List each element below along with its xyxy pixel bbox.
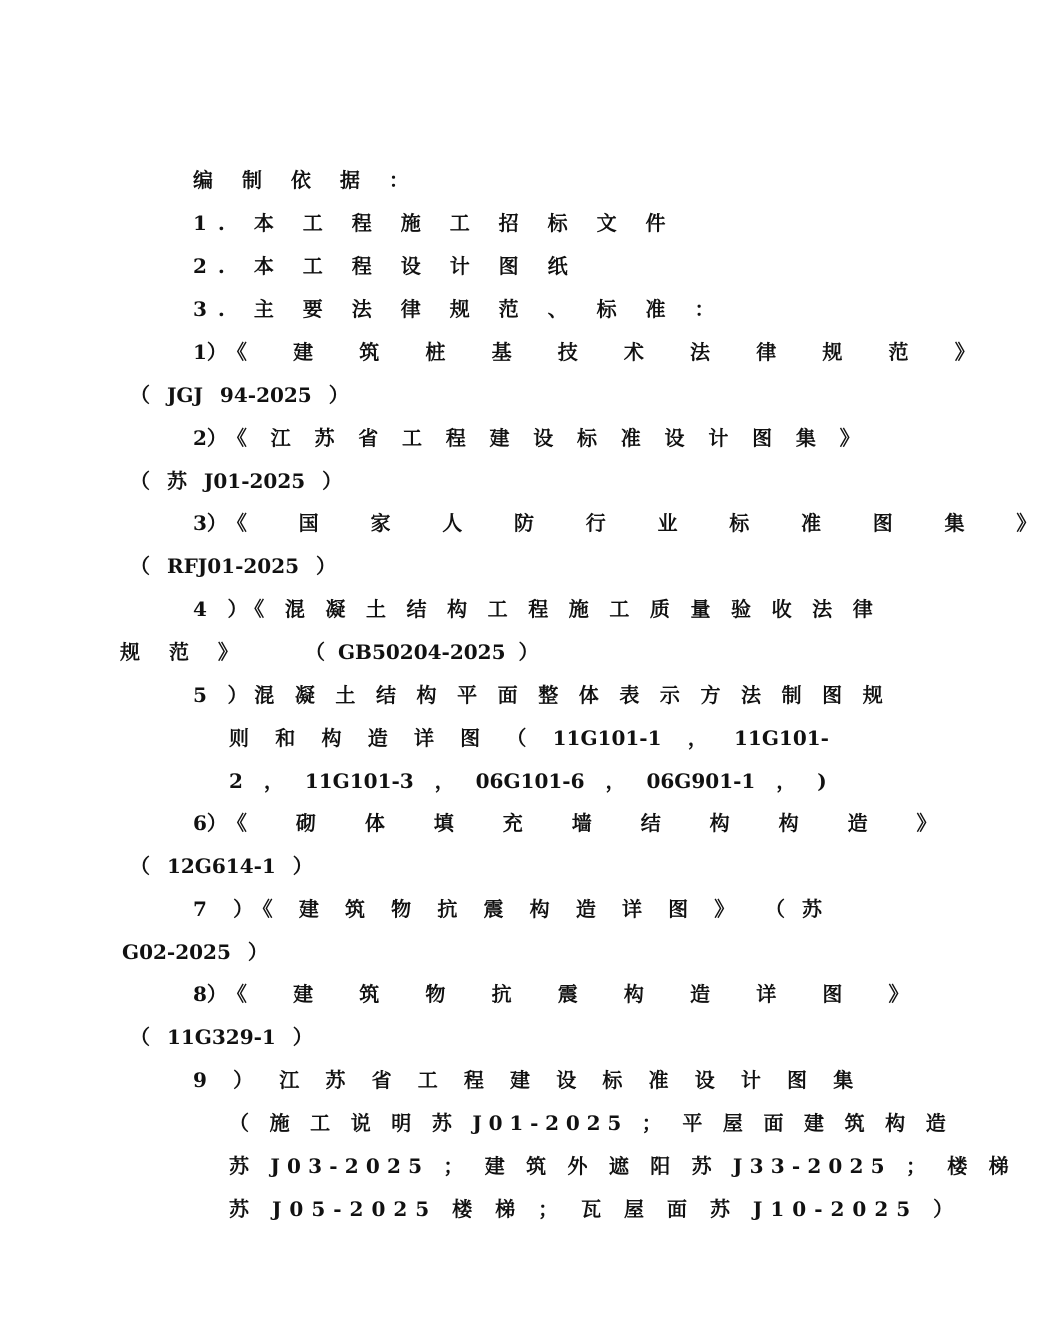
- standard-7-line1-code-start: （ 苏: [765, 897, 822, 921]
- standard-3-paren: ）: [206, 511, 227, 535]
- standard-5-code: 11G101-1: [552, 726, 662, 750]
- standard-8-line1: [193, 981, 929, 1007]
- standard-6-title: 《 砌 体 填 充 墙 结 构 构 造 》: [226, 811, 958, 835]
- standard-9-line4: 苏 J05-2025 楼 梯 ； 瓦 屋 面 苏 J10-2025 ）: [229, 1197, 962, 1221]
- item-main-standards: 3. 主 要 法 律 规 范 、 标 准 ：: [193, 297, 726, 321]
- standard-5-word: 则: [229, 726, 249, 750]
- standard-5-word: 图: [460, 726, 481, 750]
- standard-1-title: 《 建 筑 桩 基 技 术 法 律 规 范 》: [226, 340, 995, 364]
- standard-1-code: （ JGJ 94-2025 ）: [130, 383, 349, 407]
- standard-5-word: 详: [413, 726, 434, 750]
- standard-8-number: 8: [193, 982, 207, 1006]
- standard-2-line1: [193, 425, 869, 451]
- standard-6-code: （ 12G614-1 ）: [130, 854, 313, 878]
- item-bidding-docs: 1. 本 工 程 施 工 招 标 文 件: [193, 211, 677, 235]
- standard-4-line1: 4 ）《 混 凝 土 结 构 工 程 施 工 质 量 验 收 法 律: [193, 597, 880, 621]
- standard-6-number: 6: [193, 811, 207, 835]
- standard-3-title: 《 国 家 人 防 行 业 标 准 图 集 》: [226, 511, 1059, 535]
- standard-7-line1: 7 ）《 建 筑 物 抗 震 构 造 详 图 》: [193, 897, 744, 921]
- standard-5-code: 11G101-: [734, 726, 829, 750]
- standard-4-line2-title: 规 范 》: [120, 640, 249, 664]
- standard-8-title: 《 建 筑 物 抗 震 构 造 详 图 》: [226, 982, 929, 1006]
- standard-2-paren: ）: [206, 426, 227, 450]
- item-design-drawings: 2. 本 工 程 设 计 图 纸: [193, 254, 579, 278]
- standard-1-number: 1: [193, 340, 207, 364]
- standard-2-title: 《 江 苏 省 工 程 建 设 标 准 设 计 图 集 》: [226, 426, 869, 450]
- standard-5-line1: 5 ）混 凝 土 结 构 平 面 整 体 表 示 方 法 制 图 规: [193, 683, 890, 707]
- standard-3-number: 3: [193, 511, 207, 535]
- standard-9-line3: 苏 J03-2025 ； 建 筑 外 遮 阳 苏 J33-2025 ； 楼 梯: [229, 1154, 1016, 1178]
- standard-1-paren: ）: [206, 340, 227, 364]
- heading-basis: 编 制 依 据 ：: [193, 168, 420, 192]
- standard-5-line3: 2 ， 11G101-3 ， 06G101-6 ， 06G901-1 ， ): [229, 769, 827, 793]
- standard-2-number: 2: [193, 426, 207, 450]
- standard-5-word: （: [506, 726, 527, 750]
- standard-4-code: （ GB50204-2025 ）: [305, 640, 539, 664]
- standard-3-code: （ RFJ01-2025 ）: [130, 554, 337, 578]
- standard-3-line1: [193, 510, 1059, 536]
- standard-6-line1: [193, 810, 958, 836]
- standard-2-code: （ 苏 J01-2025 ）: [130, 469, 343, 493]
- standard-9-line1: 9 ） 江 苏 省 工 程 建 设 标 准 设 计 图 集: [193, 1068, 863, 1092]
- standard-9-line2: （ 施 工 说 明 苏 J01-2025 ； 平 屋 面 建 筑 构 造: [229, 1111, 953, 1135]
- standard-5-line2: [229, 725, 829, 751]
- standard-6-paren: ）: [206, 811, 227, 835]
- standard-8-code: （ 11G329-1 ）: [130, 1025, 313, 1049]
- standard-5-word: 造: [367, 726, 388, 750]
- standard-7-code: G02-2025 ）: [122, 940, 268, 964]
- standard-5-word: ，: [687, 726, 708, 750]
- standard-1-line1: [193, 339, 995, 365]
- standard-8-paren: ）: [206, 982, 227, 1006]
- standard-5-word: 和: [275, 726, 296, 750]
- standard-5-word: 构: [321, 726, 342, 750]
